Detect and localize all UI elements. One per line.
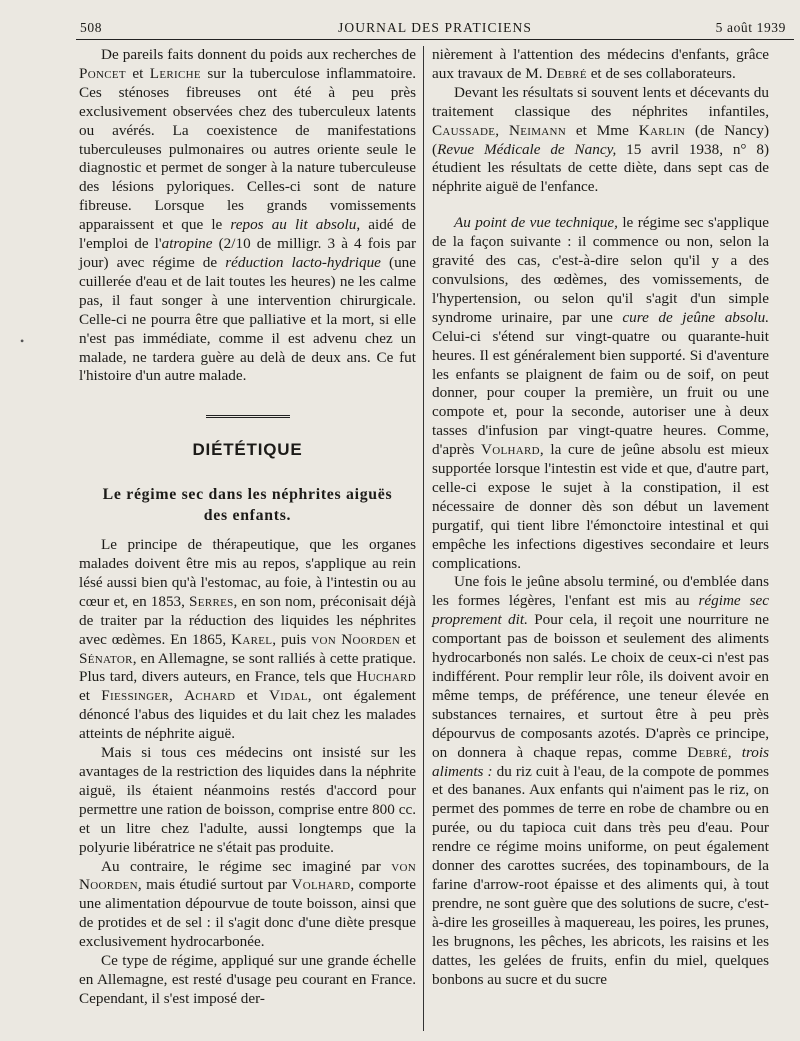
author-name: Debré bbox=[546, 64, 587, 82]
author-name: von Noorden bbox=[79, 857, 416, 894]
author-name: Sénator bbox=[79, 649, 133, 667]
running-header bbox=[76, 16, 794, 40]
paragraph: Le principe de thérapeutique, que les organes malades doivent être mis au repos, s'applique au rein lésé aussi bien qu'à l'estomac, au foie, à l'intestin ou au cœur et, en 1853, Serres, en son nom, préconisait déjà de traiter par la réduction des liquides les néphrites avec œdèmes. En 1865, Karel, puis von Noorden et Sénator, en Allemagne, se sont ralliés à cette pratique. Plus tard, divers auteurs, en France, tels que Huchard et Fiessinger, Achard et Vidal, ont également dénoncé l'abus des liquides et du lait chez les malades atteints de néphrite aiguë. bbox=[79, 536, 417, 743]
author-name: von Noorden bbox=[311, 630, 401, 648]
section-title: DIÉTÉTIQUE bbox=[192, 440, 303, 460]
author-name: Fiessinger bbox=[101, 687, 169, 705]
paragraph: nièrement à l'attention des médecins d'enfants, grâce aux travaux de M. Debré et de ses collaborateurs. bbox=[432, 46, 769, 82]
author-name: Debré bbox=[687, 743, 728, 761]
article-title: Le régime sec dans les néphrites aiguës des enfants. bbox=[102, 486, 393, 525]
author-name: Volhard bbox=[291, 876, 351, 894]
page-number: 508 bbox=[80, 20, 103, 35]
paragraph: Au point de vue technique, le régime sec s'applique de la façon suivante : il commence ou non, selon la gravité des cas, c'est-à-dire selon qu'il y a des convulsions, des œdèmes, des vomissements, de l'hypertension, ou selon qu'il s'agit d'un simple syndrome urinaire, par une cure de jeûne absolu. Celui-ci s'étend sur vingt-quatre ou quarante-huit heures. Il est généralement bien supporté. Si d'aventure les enfants se plaignent de faim ou de soif, on peut donner, pour couper la première, un fruit ou une compote et, pour la seconde, autoriser une à deux tasses d'infusion par vingt-quatre heures. Comme, d'après Volhard, la cure de jeûne absolu est mieux supportée lorsque l'intestin est vide et que, d'autre part, celle-ci expose le sujet à la constipation, il est nécessaire de donner dès son début un lavement purgatif, qui tient libre l'émonctoire intestinal et qui empêche les infections digestives secondaire et leurs complications. bbox=[432, 214, 769, 572]
author-name: Leriche bbox=[149, 64, 201, 82]
author-name: Serres bbox=[189, 592, 234, 610]
author-name: Vidal bbox=[269, 687, 308, 705]
paragraph: Une fois le jeûne absolu terminé, ou d'emblée dans les formes légères, l'enfant est mis au régime sec proprement dit. Pour cela, il reçoit une nourriture ne comportant pas de boisson et seulement des aliments hydrocarbonés non salés. Le choix de ceux-ci n'est pas indifférent. Pour remplir leur rôle, ils doivent avoir en même temps, de préférence, une teneur élevée en substances ternaires, et surtout être à peu près dépourvus de composants azotés. D'après ce principe, on donnera à chaque repas, comme Debré, trois aliments : du riz cuit à l'eau, de la compote de pommes et des bananes. Aux enfants qui n'aiment pas le riz, on permet des pommes de terre en robe de chambre ou en purée, ou du tapioca cuit dans très peu d'eau. Pour rendre ce régime moins uniforme, on peut également donner des carottes sucrées, des topinambours, de la farine d'arrow-root épaisse et des aliments qui, à tout prendre, ne sont guère que des solutions de sucre, c'est-à-dire les groseilles à maquereau, les poires, les prunes, les brugnons, les pêches, les abricots, les raisins et les dattes, les gelées de fruits, enfin du miel, quelques bonbons au sucre et du sucre bbox=[432, 573, 770, 988]
left-column bbox=[79, 46, 416, 1009]
column-rule bbox=[423, 46, 424, 1031]
margin-mark: • bbox=[20, 334, 25, 348]
paragraph: Devant les résultats si souvent lents et décevants du traitement classique des néphrites infantiles, Caussade, Neimann et Mme Karlin (de Nancy) (Revue Médicale de Nancy, 15 avril 1938, n° 8) étudient les résultats de cette diète, dans sept cas de néphrite aiguë de l'enfance. bbox=[432, 83, 770, 196]
author-name: Karel bbox=[231, 630, 273, 648]
author-name: Poncet bbox=[79, 64, 126, 82]
paragraph: Au contraire, le régime sec imaginé par von Noorden, mais étudié surtout par Volhard, comporte une alimentation dépourvue de toute boisson, ainsi que de protides et de sel : il s'agit donc d'une diète presque exclusivement hydrocarbonée. bbox=[79, 857, 417, 951]
issue-date: 5 août 1939 bbox=[715, 20, 786, 35]
author-name: Neimann bbox=[508, 121, 567, 139]
author-name: Caussade bbox=[432, 121, 496, 139]
journal-title: JOURNAL DES PRATICIENS bbox=[338, 20, 532, 35]
author-name: Achard bbox=[184, 687, 236, 705]
section-divider bbox=[79, 408, 416, 427]
paragraph: Mais si tous ces médecins ont insisté sur les avantages de la restriction des liquides dans la néphrite aiguë, ils étaient néanmoins restés d'accord pour permettre une ration de boisson, comprise entre 800 cc. et un litre chez l'adulte, aussi longtemps que la polyurie libératrice ne s'était pas produite. bbox=[79, 744, 416, 856]
header-rule bbox=[76, 39, 794, 40]
paragraph: Ce type de régime, appliqué sur une grande échelle en Allemagne, est resté d'usage peu courant en France. Cependant, il s'est imposé der- bbox=[79, 952, 416, 1007]
author-name: Huchard bbox=[356, 668, 416, 686]
author-name: Volhard bbox=[481, 441, 540, 459]
paragraph: De pareils faits donnent du poids aux recherches de Poncet et Leriche sur la tuberculose inflammatoire. Ces sténoses fibreuses ont été à peu près exclusivement observées chez des tuberculeux latents ou avérés. La coexistence de manifestations tuberculeuses pulmonaires ou autres oriente seule le diagnostic et permet de songer à la nature tuberculeuse des lésions pyloriques. Celles-ci sont de nature fibreuse. Lorsque les grands vomissements apparaissent et que le repos au lit absolu, aidé de l'emploi de l'atropine (2/10 de milligr. 3 à 4 fois par jour) avec régime de réduction lacto-hydrique (une cuillerée d'eau et de lait toutes les heures) ne les calme pas, il faut songer à une intervention chirurgicale. Celle-ci ne pourra être que palliative et la mort, si elle n'est pas immédiate, comme il est advenu chez un malade, ne tardera guère au delà de deux ans. Ce fut l'histoire d'un autre malade. bbox=[79, 46, 416, 385]
right-column bbox=[432, 46, 769, 989]
author-name: Karlin bbox=[638, 121, 686, 139]
